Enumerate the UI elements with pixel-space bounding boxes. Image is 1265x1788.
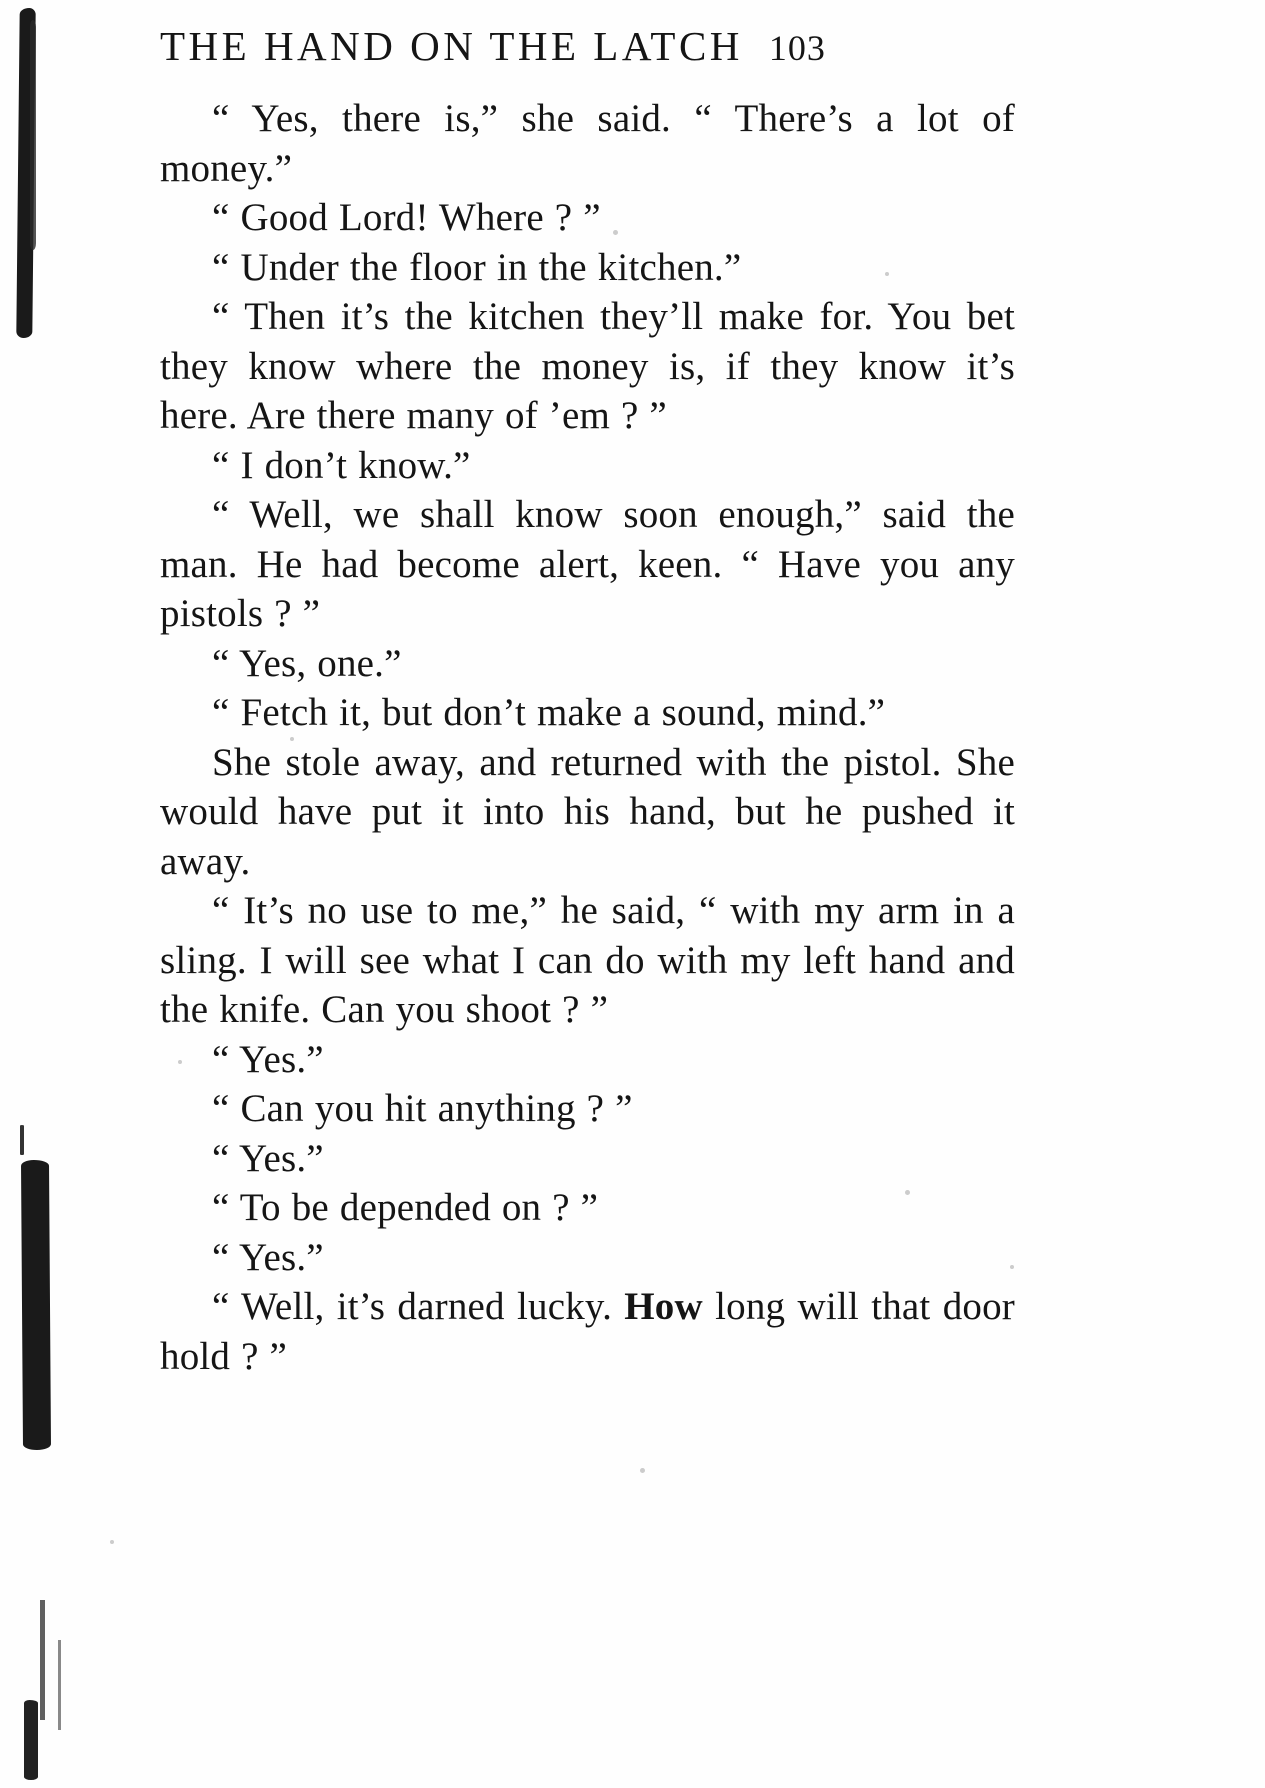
paragraph: “ Yes.” [212,1037,324,1081]
paragraph: “ Yes, there is,” she said. “ There’s a lot of money.” [160,97,1015,190]
paragraph: “ Can you hit anything ? ” [212,1087,633,1130]
paragraph: “ Then it’s the kitchen they’ll make for. You bet they know where the money is, if they know it’s here. Are there many of ’em ? ” [160,295,1015,437]
paragraph: “ Yes.” [212,1235,324,1279]
scan-edge-mark-lower-inner [58,1640,61,1730]
paragraph: “ Fetch it, but don’t make a sound, mind.” [212,691,886,734]
text-column [160,0,1015,1381]
paragraph-with-emphasis [160,1282,1015,1381]
scan-edge-mark-top-inner [30,20,36,250]
page-number: 103 [768,28,826,68]
scan-speckle [110,1540,114,1544]
paragraph-lead: “ Well, it’s darned lucky. [212,1285,625,1328]
running-head [160,22,1015,70]
paragraph: “ Well, we shall know soon enough,” said the man. He had become alert, keen. “ Have you any pistols ? ” [160,493,1015,635]
paragraph: “ Yes.” [212,1136,324,1180]
emphasized-word: How [624,1285,703,1328]
scan-speckle [640,1468,645,1473]
paragraph: “ I don’t know.” [212,443,471,487]
paragraph-tail: long will that door hold ? ” [160,1285,1015,1378]
scan-edge-mark-middle [21,1160,51,1450]
paragraph: “ Under the floor in the kitchen.” [212,245,742,289]
paragraph: “ It’s no use to me,” he said, “ with my arm in a sling. I will see what I can do with my left hand and the knife. Can you shoot ? ” [160,889,1015,1031]
paragraph: “ Yes, one.” [212,641,402,685]
paragraph: “ To be depended on ? ” [212,1186,599,1229]
scan-edge-mark-middle-tick [20,1125,24,1155]
paragraph: “ Good Lord! Where ? ” [212,196,601,239]
running-head-title: THE HAND ON THE LATCH [160,23,743,69]
scan-edge-mark-bottom [24,1700,38,1780]
paragraph: She stole away, and returned with the pistol. She would have put it into his hand, but he pushed it away. [160,740,1015,883]
scan-edge-mark-lower [40,1600,45,1720]
